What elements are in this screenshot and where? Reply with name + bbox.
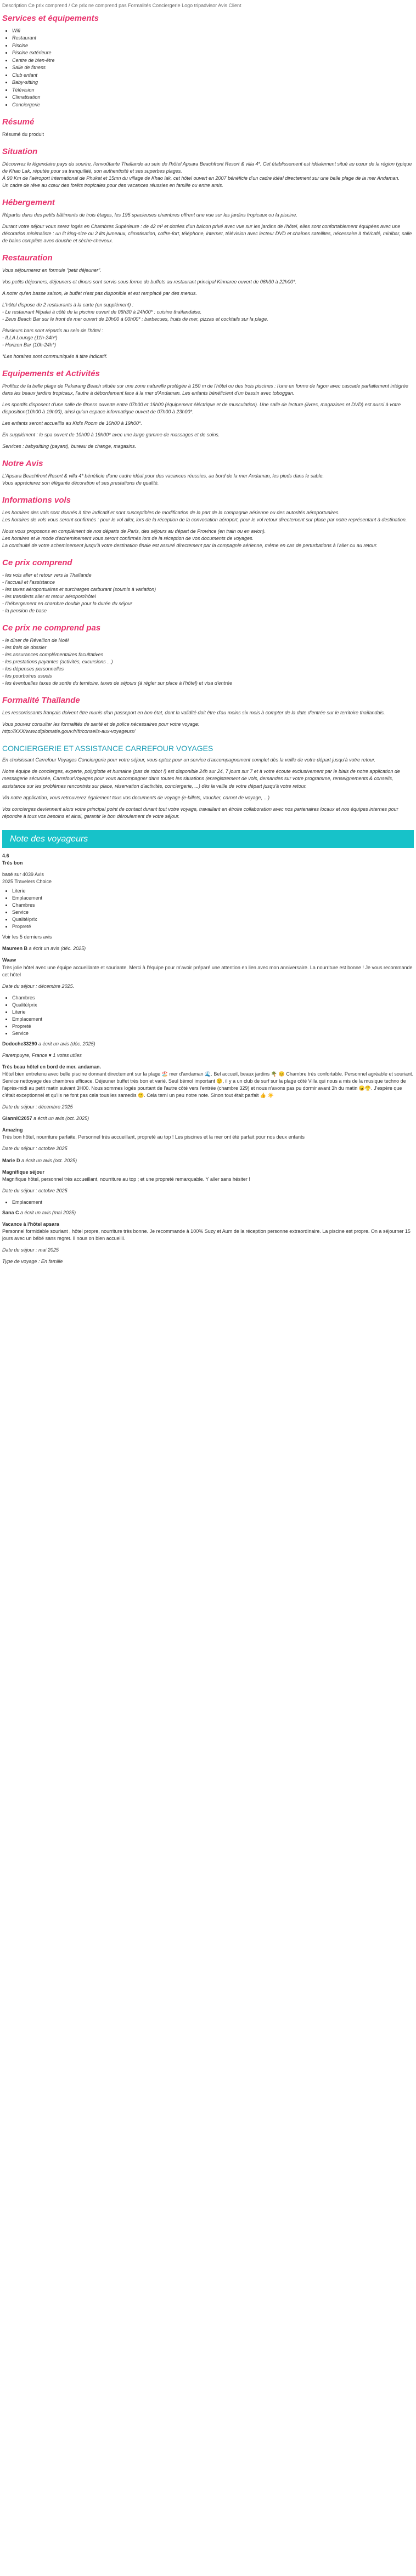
prix-comprend-list — [2, 572, 414, 615]
review-list — [2, 945, 414, 1265]
review-stay-date: Date du séjour : octobre 2025 — [2, 1146, 68, 1152]
review-item — [2, 1115, 414, 1152]
review-reviewer-info: Parempuyre, France ♥ 1 votes utiles — [2, 1052, 82, 1058]
review-text: Hôtel bien entretenu avec belle piscine donnant directement sur la plage 🏖️ mer d'andaman 🌊. Bel accueil, beaux jardins 🌴 😊 Chambre très confortable. Personnel agréable et souriant. Service nettoyage des chambres efficace. Déjeuner buffet très bon et varié. Seul bémol important 😟, il y a un club de surf sur la plage côté Villa qui nous a mis de la musique techno de l'après-midi au petit matin suivant 3H00. Nous sommes logés pourtant de l'autre côté vers l'entrée (chambre 329) et nous n'avons pas pu dormir avant 3h du matin 😠😤. J'espère que c'était exceptionnel et qu'ils ne font pas cela tous les samedis 😕. Cela terni un peu notre note. Sinon tout était parfait 👍 ☀️ — [2, 1071, 413, 1099]
hebergement-p1: Répartis dans des petits bâtiments de trois étages, les 195 spacieuses chambres offrent une vue sur les jardins tropicaux ou la piscine. — [2, 212, 297, 218]
review-stay-date: Date du séjour : décembre 2025 — [2, 1104, 73, 1110]
review-item — [2, 1157, 414, 1206]
conciergerie-paragraph: Vos concierges deviennent alors votre principal point de contact durant tout votre voyage, travaillant en étroite collaboration avec nos partenaires locaux et nos équipes internes pour répondre à tous vos besoins et ainsi, garantir le bon déroulement de votre séjour. — [2, 806, 398, 819]
infos-vols-title: Informations vols — [2, 496, 71, 505]
review-author: Maureen B — [2, 946, 28, 952]
rating-count: basé sur 4039 Avis — [2, 872, 44, 877]
service-item: • Wifi — [12, 27, 414, 35]
review-stay-date: Date du séjour : octobre 2025 — [2, 1187, 68, 1193]
equipements-paragraph: Les sportifs disposent d'une salle de fitness ouverte entre 07h00 et 19h00 (équipement éléctrique et de musculation). Une salle de lecture (livres, magazines et DVD) est aussi à votre disposition(10h00 à 19h00), ainsi qu'un espace informatique ouvert de 07h00 à 23h00*. — [2, 402, 401, 415]
restauration-paragraph: A noter qu'en basse saison, le buffet n'est pas disponible et est remplacé par des menus. — [2, 290, 197, 296]
service-item: • Baby-sitting — [12, 79, 414, 87]
rating-label: Très bon — [2, 860, 23, 866]
review-tag: • Chambres — [12, 994, 414, 1002]
hebergement-title: Hébergement — [2, 198, 55, 208]
avis-title: Notre Avis — [2, 459, 43, 469]
rating-criterion: • Qualité/prix — [12, 916, 414, 923]
review-header — [2, 1040, 414, 1048]
service-item: • Salle de fitness — [12, 64, 414, 72]
prix-comprend-item: - l'hébergement en chambre double pour la durée du séjour — [2, 601, 132, 607]
service-item: • Piscine — [12, 42, 414, 50]
hebergement-p2: Durant votre séjour vous serez logés en Chambres Supérieure : de 42 m² et dotées d'un balcon privé avec vue sur les jardins de l'hôtel, elles sont confortablement équipées avec une décoration minimaliste : un lit king-size ou 2 lits jumeaux, climatisation, coffre-fort, téléphone, internet, télévision avec lecteur DVD et chaînes satellites, nécessaire à thé/café, minibar, salle de bains complète avec douche et sèche-cheveux. — [2, 223, 412, 243]
review-author: Marie D — [2, 1157, 20, 1163]
prix-comprend-title: Ce prix comprend — [2, 558, 72, 568]
prix-ne-comprend-item: - les pourboires usuels — [2, 673, 52, 679]
avis-text — [2, 473, 414, 487]
review-stay-date: Date du séjour : décembre 2025. — [2, 983, 75, 989]
review-tag: • Propreté — [12, 1023, 414, 1030]
review-text: Magnifique hôtel, personnel très accueillant, nourriture au top ; et une propreté remarquable. Y aller sans hésiter ! — [2, 1176, 250, 1182]
review-text: Personnel formidable souriant , hôtel propre, nourriture très bonne. Je recommande à 100% Suzy et Aum de la réception personne extraordinaire. La piscine est propre. On a séjourner 15 jours avec un bébé sans regret. Il nous on bien accueilli. — [2, 1228, 411, 1241]
prix-ne-comprend-list — [2, 637, 414, 687]
review-author: Dodoche33290 — [2, 1040, 37, 1047]
restauration-paragraph: Vos petits déjeuners, déjeuners et diners sont servis sous forme de buffets au restaurant principal Kinnaree ouvert de 06h30 à 22h00*. — [2, 278, 296, 285]
equipements-paragraph: Profitez de la belle plage de Pakarang Beach située sur une zone naturelle protégée à 150 m de l'hôtel ou des trois piscines : l'une en forme de lagon avec cascade parfaitement intégrée dans les beaux jardins tropicaux, l'autre à débordement face à la mer d'Andaman. Les enfants bénéficient d'un bassin avec toboggan. — [2, 383, 408, 396]
conciergerie-paragraph: En choisissant Carrefour Voyages Conciergerie pour votre séjour, vous optez pour un service d'accompagnement complet dès la veille de votre départ jusqu'à votre retour. — [2, 757, 376, 763]
service-item: • Centre de bien-être — [12, 57, 414, 65]
award-badge: 2025 Travelers Choice — [2, 879, 52, 885]
review-date: a écrit un avis (déc. 2025) — [38, 1040, 95, 1047]
review-title: Amazing — [2, 1127, 23, 1133]
equipements-paragraph: En supplément : le spa ouvert de 10h00 à 19h00* avec une large gamme de massages et de soins. — [2, 432, 220, 438]
formalite-text — [2, 709, 414, 735]
service-item: • Piscine extérieure — [12, 49, 414, 57]
review-date: a écrit un avis (oct. 2025) — [21, 1157, 77, 1163]
review-author: GiannIC2057 — [2, 1116, 32, 1122]
prix-comprend-item: - les transferts aller et retour aéroport/hôtel — [2, 593, 96, 599]
review-tag: • Literie — [12, 1009, 414, 1016]
service-item: • Club enfant — [12, 72, 414, 79]
prix-ne-comprend-item: - les assurances complémentaires facultatives — [2, 651, 104, 657]
services-title: Services et équipements — [2, 14, 99, 24]
reviews-count-link[interactable]: Voir les 5 derniers avis — [2, 934, 52, 940]
review-date: a écrit un avis (mai 2025) — [20, 1209, 76, 1215]
conciergerie-title: CONCIERGERIE ET ASSISTANCE CARREFOUR VOYAGES — [2, 744, 213, 753]
rating-criterion: • Service — [12, 909, 414, 916]
review-tag: • Emplacement — [12, 1199, 414, 1206]
resume-paragraph: Résumé du produit — [2, 132, 44, 138]
prix-ne-comprend-title: Ce prix ne comprend pas — [2, 623, 101, 633]
restauration-title: Restauration — [2, 253, 53, 263]
rating-criterion: • Propreté — [12, 923, 414, 930]
prix-ne-comprend-item: - les éventuelles taxes de sortie du territoire, taxes de séjours (à régler sur place à l'hôtel) et visa d'entrée — [2, 680, 233, 686]
review-item — [2, 1209, 414, 1265]
review-author: Sana C — [2, 1209, 19, 1215]
resume-text — [2, 131, 414, 138]
service-item: • Climatisation — [12, 94, 414, 101]
services-list — [2, 27, 414, 109]
review-title: Magnifique séjour — [2, 1169, 45, 1175]
review-title: Waaw — [2, 957, 16, 963]
review-tag: • Emplacement — [12, 1016, 414, 1023]
formalite-title: Formalité Thaïlande — [2, 696, 80, 706]
review-tag: • Qualité/prix — [12, 1002, 414, 1009]
rating-score: 4.6 — [2, 852, 9, 858]
review-text: Très bon hôtel, nourriture parfaite, Personnel très accueillant, propreté au top ! Les piscines et la mer ont été parfait pour nos deux enfants — [2, 1134, 305, 1140]
equipements-paragraph: Services : babysitting (payant), bureau de change, magasins. — [2, 443, 137, 450]
prix-ne-comprend-item: - les prestations payantes (activités, excursions ...) — [2, 659, 113, 665]
avis-paragraph: L'Apsara Beachfront Resort & villa 4* bénéficie d'une cadre idéal pour des vacances réussies, au bord de la mer Andaman, les pieds dans le sable. Vous apprécierez son élégante décoration et ses prestations de qualité. — [2, 473, 324, 486]
equipements-paragraph: Les enfants seront accueillis au Kid's Room de 10h00 à 19h00*. — [2, 420, 142, 427]
formalite-paragraph: Vous pouvez consulter les formalités de santé et de police nécessaires pour votre voyage: http://XXX/www.diplomatie.gouv.fr/fr/conseils-aux-voyageurs/ — [2, 721, 200, 735]
conciergerie-text — [2, 757, 414, 820]
restauration-paragraph: Vous séjournerez en formule "petit déjeuner". — [2, 267, 102, 273]
review-date: a écrit un avis (oct. 2025) — [33, 1116, 89, 1122]
prix-ne-comprend-item: - les dépenses personnelles — [2, 666, 64, 672]
review-header — [2, 1157, 414, 1164]
breadcrumb[interactable]: Description Ce prix comprend / Ce prix ne comprend pas Formalités Conciergerie Logo tripadvisor Avis Client — [2, 3, 241, 8]
rating-criterion: • Chambres — [12, 902, 414, 909]
restauration-text — [2, 267, 414, 360]
infos-vols-paragraph: Les horaires des vols sont donnés à titre indicatif et sont susceptibles de modification de la part de la compagnie aérienne ou des autorités aéroportuaires. Les horaires de vols vous seront confirmés : pour le vol aller, lors de la réception de la convocation aéroport, pour le vol retour directement sur place par notre représentant à destination. — [2, 509, 407, 522]
review-date: a écrit un avis (déc. 2025) — [29, 946, 86, 952]
review-stay-date: Date du séjour : mai 2025 — [2, 1247, 59, 1253]
prix-ne-comprend-item: - le dîner de Réveillon de Noël — [2, 637, 69, 643]
review-header — [2, 945, 414, 952]
prix-comprend-item: - les vols aller et retour vers la Thaïlande — [2, 572, 92, 578]
review-item — [2, 1040, 414, 1111]
formalite-paragraph: Les ressortissants français doivent être munis d'un passeport en bon état, dont la validité doit être d'au moins six mois à compter de la date d'entrée sur le territoire thaïlandais. — [2, 709, 385, 715]
review-trip-type: Type de voyage : En famille — [2, 1258, 63, 1264]
review-header — [2, 1115, 414, 1122]
rating-criterion: • Emplacement — [12, 895, 414, 902]
restauration-paragraph: *Les horaires sont communiqués à titre indicatif. — [2, 354, 108, 360]
situation-p2: À 90 Km de l'aéroport international de Phuket et 15mn du village de Khao lak, cet hôtel ouvert en 2007 bénéficie d'un cadre idéal directement sur une belle plage de la mer Andaman. — [2, 175, 400, 181]
service-item: • Restaurant — [12, 35, 414, 42]
conciergerie-paragraph: Via notre application, vous retrouverez également tous vos documents de voyage (e-billets, voucher, carnet de voyage, ...) — [2, 794, 270, 800]
situation-text — [2, 161, 414, 189]
review-title: Très beau hôtel en bord de mer. andaman. — [2, 1064, 102, 1070]
conciergerie-paragraph: Notre équipe de concierges, experte, polyglotte et humaine (pas de robot !) est disponible 24h sur 24, 7 jours sur 7 et à votre écoute exclusivement par le biais de notre application de messagerie sécurisée, CarrefourVoyages pour vous accompagner dans toutes les situations (enregistrement de vols, demandes sur votre programme, renseignements & conseils, assistance sur les problèmes rencontrés sur place, réservation d'activités, conciergerie, ...) dès la veille de votre départ jusqu'à votre retour. — [2, 769, 400, 789]
situation-p1: Découvrez le légendaire pays du sourire, l'envoûtante Thaïlande au sein de l'hôtel Apsara Beachfront Resort & villa 4*. Cet établissement est idéalement situé au cœur de la région typique de Khao Lak, réputée pour sa tranquillité, son authenticité et ses superbes plages. — [2, 161, 412, 174]
prix-ne-comprend-item: - les frais de dossier — [2, 644, 47, 650]
prix-comprend-item: - l'accueil et l'assistance — [2, 579, 55, 585]
service-item: • Télévision — [12, 87, 414, 94]
infos-vols-paragraph: Nous vous proposons en complément de nos départs de Paris, des séjours au départ de Province (en train ou en avion). Les horaires et le mode d'acheminement vous seront confirmés lors de la réception de vos documents de voyages. La continuité de votre acheminement jusqu'à votre destination finale est assuré directement par la compagnie aérienne, même en cas de perturbations à l'aller ou au retour. — [2, 528, 378, 549]
prix-comprend-item: - les taxes aéroportuaires et surcharges carburant (soumis à variation) — [2, 586, 156, 592]
reviews-banner: Note des voyageurs — [2, 830, 414, 848]
review-item — [2, 945, 414, 1037]
review-tags — [2, 1199, 414, 1206]
equipements-title: Equipements et Activités — [2, 369, 100, 379]
service-item: • Conciergerie — [12, 101, 414, 109]
situation-p3: Un cadre de rêve au cœur des forêts tropicales pour des vacances réussies en famille ou entre amis. — [2, 182, 223, 188]
restauration-paragraph: Plusieurs bars sont répartis au sein de l'hôtel : - ILLA Lounge (11h-24h*) - Horizon Bar (10h-24h*) — [2, 328, 103, 348]
review-tags — [2, 994, 414, 1037]
hebergement-text — [2, 212, 414, 244]
rating-criteria-list — [2, 888, 414, 930]
page-content — [0, 0, 416, 1275]
review-tag: • Service — [12, 1030, 414, 1037]
review-header — [2, 1209, 414, 1216]
situation-title: Situation — [2, 147, 38, 157]
review-title: Vacance à l'hôtel apsara — [2, 1221, 59, 1227]
equipements-text — [2, 383, 414, 450]
restauration-paragraph: L'hôtel dispose de 2 restaurants à la carte (en supplément) : - Le restaurant Nipalai à côté de la piscine ouvert de 06h30 à 24h00* : cuisine thaïlandaise. - Zeus Beach Bar sur le front de mer ouvert de 10h00 à 00h00* : barbecues, fruits de mer, pizzas et cocktails sur la plage. — [2, 302, 268, 322]
prix-comprend-item: - la pension de base — [2, 608, 47, 614]
infos-vols-text — [2, 509, 414, 549]
resume-title: Résumé — [2, 117, 35, 127]
reviews-section — [2, 852, 414, 1265]
review-text: Très jolie hôtel avec une équipe accueillante et souriante. Merci à l'équipe pour m'avoir préparé une attention en lien avec mon anniversaire. La nourriture est bonne ! Je vous recommande cet hôtel — [2, 964, 413, 977]
rating-criterion: • Literie — [12, 888, 414, 895]
